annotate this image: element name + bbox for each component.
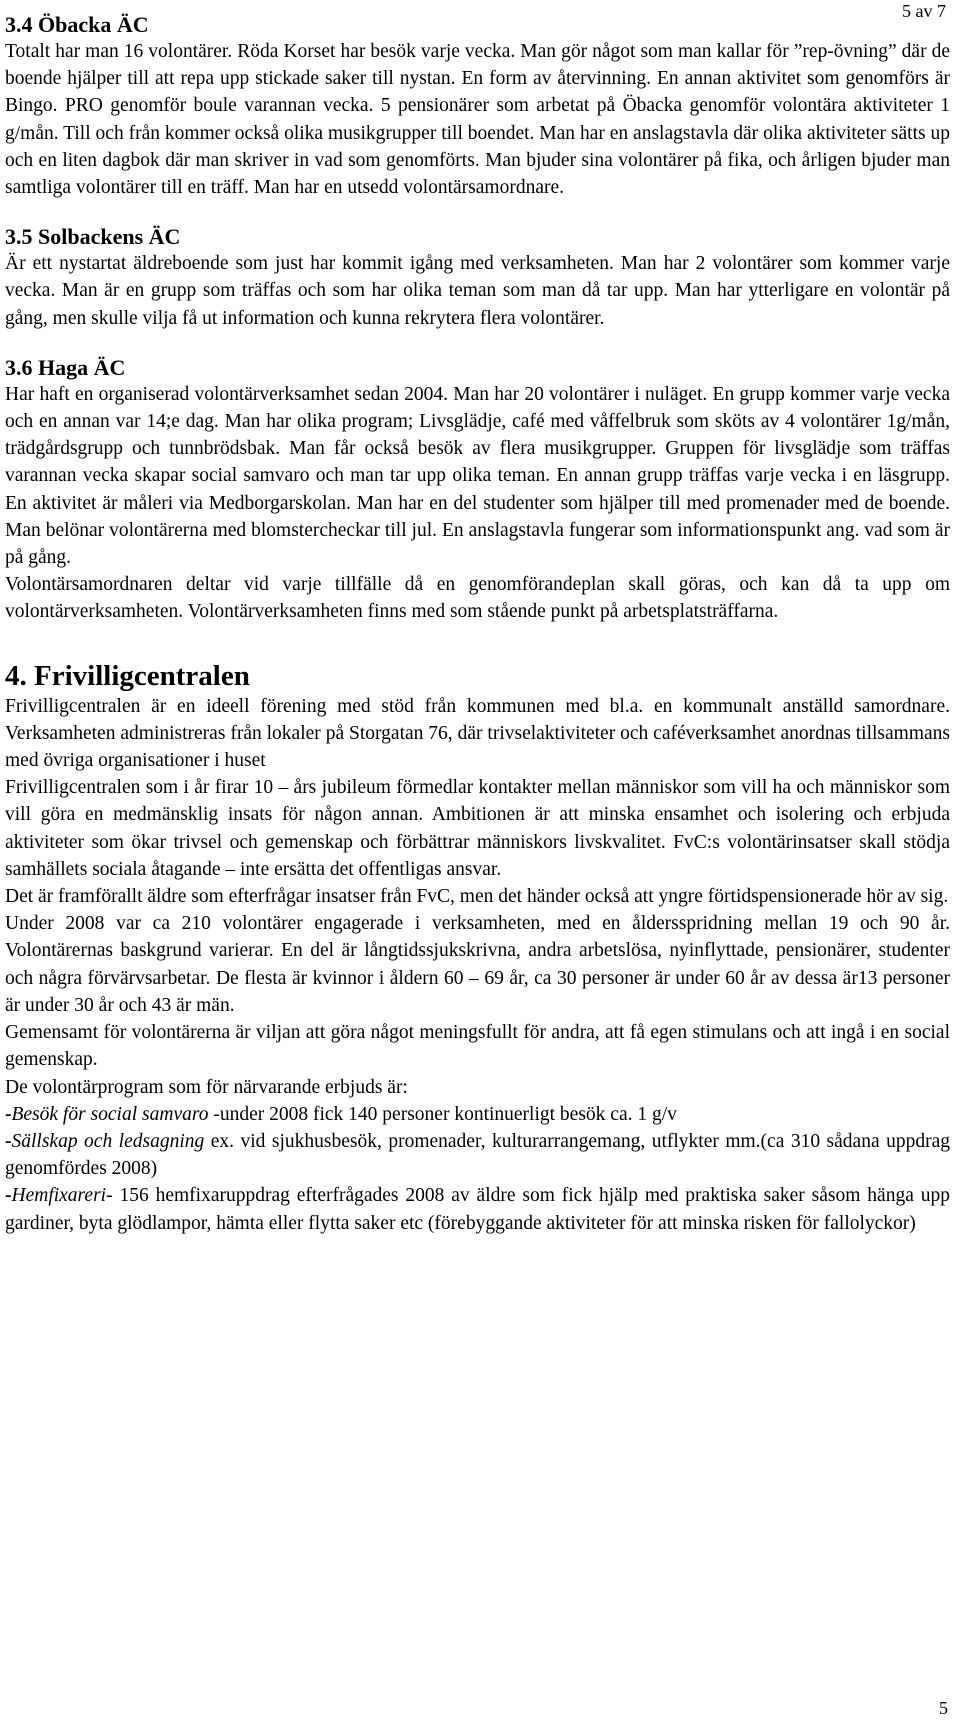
section-paragraph: Frivilligcentralen är en ideell förening med stöd från kommunen med bl.a. en kommunalt anställd samordnare. Verksamheten administreras från lokaler på Storgatan 76, där trivselaktiviteter och caféverksamhet anordnas tillsammans med övriga organisationer i huset	[5, 695, 950, 772]
program-name: Sällskap och ledsagning	[11, 1130, 205, 1152]
document-body	[5, 8, 950, 1260]
section-3-6	[5, 355, 950, 626]
section-heading: 3.5 Solbackens ÄC	[5, 224, 181, 250]
section-4	[5, 659, 950, 1237]
program-item	[5, 1101, 950, 1128]
section-paragraph: Är ett nystartat äldreboende som just har kommit igång med verksamheten. Man har 2 volontärer som kommer varje vecka. Man är en grupp som träffas och som har olika teman som man då tar upp. Man har ytterligare en volontär på gång, men skulle vilja få ut information och kunna rekrytera flera volontärer.	[5, 253, 950, 329]
program-dash: -	[5, 1103, 12, 1125]
program-item	[5, 1182, 950, 1236]
section-heading: 3.6 Haga ÄC	[5, 354, 126, 380]
section-paragraph: Under 2008 var ca 210 volontärer engagerade i verksamheten, med en åldersspridning mellan 19 och 90 år. Volontärernas baskgrund varierar. En del är långtidssjukskrivna, andra arbetslösa, nyinflyttade, pensionärer, studenter och några förvärvsarbetar. De flesta är kvinnor i åldern 60 – 69 år, ca 30 personer är under 60 år av dessa är13 personer är under 30 år och 43 är män.	[5, 913, 950, 1016]
section-paragraph: Det är framförallt äldre som efterfrågar insatser från FvC, men det händer också att yngre förtidspensionerade hör av sig.	[5, 886, 949, 908]
section-paragraph: Frivilligcentralen som i år firar 10 – års jubileum förmedlar kontakter mellan människor som vill ha och människor som vill göra en medmänsklig insats för någon annan. Ambitionen är att minska ensamhet och isolering och erbjuda aktiviteter som ökar trivsel och gemenskap och förbättrar människors livskvalitet. FvC:s volontärinsatser skall stödja samhällets sociala åtagande – inte ersätta det offentligas ansvar.	[5, 777, 950, 880]
section-paragraph: Gemensamt för volontärerna är viljan att göra något meningsfullt för andra, att få egen stimulans och att ingå i en social gemenskap.	[5, 1022, 950, 1071]
section-paragraph: De volontärprogram som för närvarande erbjuds är:	[5, 1076, 408, 1098]
chapter-heading: 4. Frivilligcentralen	[5, 659, 250, 692]
program-dash: -	[5, 1130, 12, 1152]
program-text: ex. vid sjukhusbesök, promenader, kulturarrangemang, utflykter mm.(ca 310 sådana uppdrag genomfördes 2008)	[5, 1130, 950, 1180]
section-3-5	[5, 224, 950, 332]
program-name: Hemfixareri	[11, 1185, 107, 1207]
program-name: Besök för social samvaro	[11, 1103, 209, 1125]
section-heading: 3.4 Öbacka ÄC	[5, 12, 149, 37]
section-paragraph: Totalt har man 16 volontärer. Röda Korset har besök varje vecka. Man gör något som man kallar för ”rep-övning” där de boende hjälper till att repa upp stickade saker till nystan. En form av återvinning. En annan aktivitet som genomförs är Bingo. PRO genomför boule varannan vecka. 5 pensionärer som arbetat på Öbacka genomför volontära aktiviteter 1 g/mån. Till och från kommer också olika musikgrupper till boendet. Man har en anslagstavla där olika aktiviteter sätts up och en liten dagbok där man skriver in vad som genomförts. Man bjuder sina volontärer på fika, och årligen bjuder man samtliga volontärer till en träff. Man har en utsedd volontärsamordnare.	[5, 41, 950, 199]
program-dash: -	[5, 1185, 12, 1207]
page-number: 5	[939, 1698, 948, 1718]
program-text: - 156 hemfixaruppdrag efterfrågades 2008 av äldre som fick hjälp med praktiska saker såsom hänga upp gardiner, byta glödlampor, hämta eller flytta saker etc (förebyggande aktiviteter för att minska risken för fallolyckor)	[5, 1185, 950, 1234]
section-3-4	[5, 12, 950, 201]
program-text: -under 2008 fick 140 personer kontinuerligt besök ca. 1 g/v	[208, 1103, 677, 1125]
section-paragraph: Volontärsamordnaren deltar vid varje tillfälle då en genomförandeplan skall göras, och kan då ta upp om volontärverksamheten. Volontärverksamheten finns med som stående punkt på arbetsplatsträffarna.	[5, 574, 950, 623]
program-item	[5, 1128, 950, 1182]
section-paragraph: Har haft en organiserad volontärverksamhet sedan 2004. Man har 20 volontärer i nuläget. En grupp kommer varje vecka och en annan var 14;e dag. Man har olika program; Livsglädje, café med våffelbruk som sköts av 4 volontärer 1g/mån, trädgårdsgrupp och tunnbrödsbak. Man får också besök av flera musikgrupper. Gruppen för livsglädje som träffas varannan vecka skapar social samvaro och man tar upp olika teman. En annan grupp träffas varje vecka i en läsgrupp. En aktivitet är måleri via Medborgarskolan. Man har en del studenter som hjälper till med promenader med de boende. Man belönar volontärerna med blomstercheckar till jul. En anslagstavla fungerar som informationspunkt ang. vad som är på gång.	[5, 383, 950, 569]
page-indicator: 5 av 7	[902, 1, 946, 21]
